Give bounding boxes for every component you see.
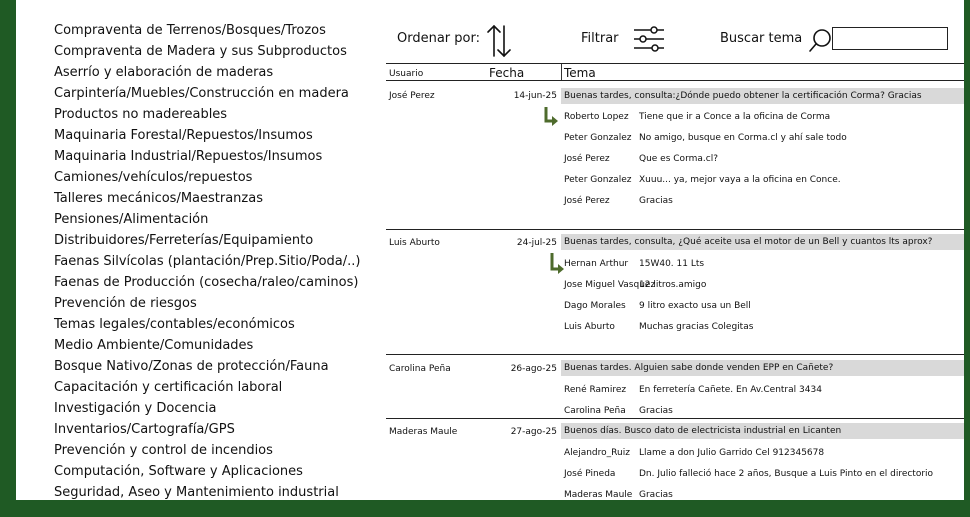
sidebar-item[interactable]: Prevención de riesgos [54,296,197,311]
thread-topic[interactable]: Buenas tardes, consulta, ¿Qué aceite usa el motor de un Bell y cuantos lts aprox? [564,237,933,247]
thread-date: 26-ago-25 [510,364,557,374]
column-header-topic[interactable]: Tema [564,66,596,80]
reply-user[interactable]: Carolina Peña [564,406,626,416]
reply-user[interactable]: Jose Miguel Vasquez [564,280,656,290]
filter-label: Filtrar [581,31,619,46]
thread-topic[interactable]: Buenos días. Busco dato de electricista industrial en Licanten [564,426,842,436]
reply-text: 15W40. 11 Lts [639,259,705,269]
sidebar-item[interactable]: Investigación y Docencia [54,401,217,416]
reply-arrow-icon [549,252,565,276]
thread-topic[interactable]: Buenas tardes, consulta:¿Dónde puedo obtener la certificación Corma? Gracias [564,91,922,101]
sort-label: Ordenar por: [397,31,480,46]
thread-separator [386,418,964,419]
search-label: Buscar tema [720,31,803,46]
thread-date: 24-jul-25 [516,238,557,248]
sidebar-item[interactable]: Maquinaria Industrial/Repuestos/Insumos [54,149,323,164]
sidebar-item[interactable]: Bosque Nativo/Zonas de protección/Fauna [54,359,329,374]
thread-user[interactable]: José Perez [389,91,435,101]
sidebar-item[interactable]: Pensiones/Alimentación [54,212,209,227]
sidebar-item[interactable]: Medio Ambiente/Comunidades [54,338,254,353]
main-panel [16,0,964,500]
reply-text: En ferretería Cañete. En Av.Central 3434 [639,385,822,395]
sidebar-item[interactable]: Temas legales/contables/económicos [54,317,295,332]
reply-text: 9 litro exacto usa un Bell [639,301,751,311]
column-header-date[interactable]: Fecha [489,66,525,80]
search-input[interactable] [832,27,948,50]
filter-sliders-icon[interactable] [633,26,665,52]
sidebar-item[interactable]: Distribuidores/Ferreterías/Equipamiento [54,233,314,248]
search-icon[interactable] [808,28,832,54]
thread-user[interactable]: Maderas Maule [389,427,458,437]
reply-user[interactable]: René Ramirez [564,385,627,395]
sidebar-item[interactable]: Computación, Software y Aplicaciones [54,464,303,479]
reply-user[interactable]: Hernan Arthur [564,259,629,269]
thread-separator [386,229,964,230]
reply-user[interactable]: José Pineda [564,469,616,479]
sidebar-item[interactable]: Carpintería/Muebles/Construcción en madera [54,86,349,101]
thread-separator [386,354,964,355]
sidebar-item[interactable]: Productos no madereables [54,107,228,122]
reply-user[interactable]: Luis Aburto [564,322,615,332]
sidebar-item[interactable]: Inventarios/Cartografía/GPS [54,422,235,437]
reply-text: Xuuu... ya, mejor vaya a la oficina en Conce. [639,175,841,185]
sidebar-item[interactable]: Compraventa de Madera y sus Subproductos [54,44,347,59]
reply-text: Que es Corma.cl? [639,154,718,164]
sidebar-item[interactable]: Prevención y control de incendios [54,443,273,458]
sidebar-item[interactable]: Capacitación y certificación laboral [54,380,283,395]
reply-user[interactable]: José Perez [564,154,610,164]
column-header-user[interactable]: Usuario [389,69,424,79]
reply-arrow-icon [543,106,559,128]
reply-text: Dn. Julio falleció hace 2 años, Busque a Luis Pinto en el directorio [639,469,934,479]
reply-text: Gracias [639,490,673,500]
thread-topic[interactable]: Buenas tardes. Alguien sabe donde venden EPP en Cañete? [564,363,834,373]
reply-user[interactable]: Peter Gonzalez [564,175,632,185]
sort-arrows-icon[interactable] [486,23,512,59]
header-bottom-rule [386,80,964,81]
reply-text: Llame a don Julio Garrido Cel 912345678 [639,448,825,458]
thread-date: 27-ago-25 [510,427,557,437]
reply-text: Tiene que ir a Conce a la oficina de Corma [639,112,831,122]
reply-text: No amigo, busque en Corma.cl y ahí sale todo [639,133,847,143]
reply-user[interactable]: José Perez [564,196,610,206]
thread-user[interactable]: Carolina Peña [389,364,451,374]
reply-user[interactable]: Peter Gonzalez [564,133,632,143]
reply-text: Muchas gracias Colegitas [639,322,754,332]
reply-text: Gracias [639,196,673,206]
thread-user[interactable]: Luis Aburto [389,238,440,248]
thread-date: 14-jun-25 [513,91,557,101]
sidebar-item[interactable]: Compraventa de Terrenos/Bosques/Trozos [54,23,326,38]
reply-text: Gracias [639,406,673,416]
sidebar-item[interactable]: Faenas Silvícolas (plantación/Prep.Sitio/Poda/..) [54,254,361,269]
reply-user[interactable]: Dago Morales [564,301,626,311]
category-sidebar [54,20,361,503]
sidebar-item[interactable]: Seguridad, Aseo y Mantenimiento industrial [54,485,339,500]
reply-user[interactable]: Alejandro_Ruiz [564,448,630,458]
sidebar-item[interactable]: Maquinaria Forestal/Repuestos/Insumos [54,128,313,143]
reply-user[interactable]: Maderas Maule [564,490,633,500]
sidebar-item[interactable]: Talleres mecánicos/Maestranzas [54,191,263,206]
sidebar-item[interactable]: Faenas de Producción (cosecha/raleo/caminos) [54,275,359,290]
reply-user[interactable]: Roberto Lopez [564,112,629,122]
reply-text: 12.litros.amigo [639,280,707,290]
column-divider [561,64,562,80]
sidebar-item[interactable]: Camiones/vehículos/repuestos [54,170,253,185]
sidebar-item[interactable]: Aserrío y elaboración de maderas [54,65,274,80]
header-top-rule [386,63,964,64]
